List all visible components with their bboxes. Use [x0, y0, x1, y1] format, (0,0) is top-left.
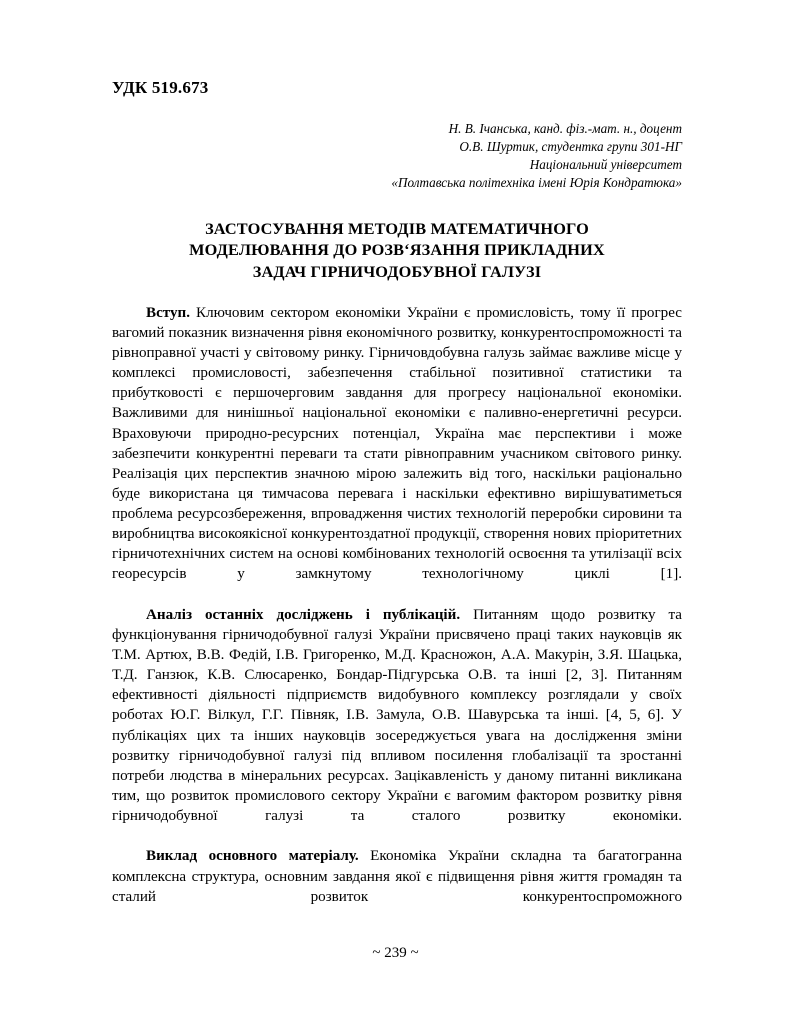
section-body-text: Економіка України складна та багатогранна комплексна структура, основним завдання якої є підвищення рівня життя громадян та сталий розвиток конкурентоспроможного [112, 848, 683, 905]
page-content [112, 78, 682, 927]
affiliation-line-2: «Полтавська політехніка імені Юрія Кондратюка» [391, 174, 682, 190]
section-paragraph [112, 846, 682, 927]
title-line-1: ЗАСТОСУВАННЯ МЕТОДІВ МАТЕМАТИЧНОГО [205, 218, 589, 238]
section-heading-lead: Вступ. [146, 304, 190, 321]
section-body-text: Ключовим сектором економіки України є промисловість, тому її прогрес вагомий показник визначення рівня економічного розвитку, конкурентоспроможності та рівноправної участі у світовому ринку. Гірничовдобувна галузь займає важливе місце у комплексі промисловості, забезпечення стабільної позитивної статистики та прибутковості є першочерговим завдання для прогресу національної економіки. Важливими для нинішньої національної економіки є паливно-енергетичні ресурси. Враховуючи природно-ресурсних потенціал, Україна має перспективи і може забезпечити конкурентні переваги та стати рівноправним учасником світового ринку. Реалізація цих перспектив значною мірою залежить від того, наскільки раціонально буде використана ця тимчасова перевага і наскільки ефективно вирішуватиметься проблема ресурсозбереження, впровадження чистих технологій переробки сировини та виробництва високоякісної конкурентоздатної продукції, створення нових пріоритетних гірничотехнічних систем на основі комбінованих технологій освоєння та утилізації всіх георесурсів у замкнутому технологічному циклі [1]. [112, 304, 682, 583]
page-number-footer: ~ 239 ~ [372, 945, 419, 961]
section-body-text: Питанням щодо розвитку та функціонування гірничодобувної галузі України присвячено праці таких науковців як Т.М. Артюх, В.В. Федій, І.В. Григоренко, М.Д. Красножон, А.А. Макурін, З.Я. Шацька, Т.Д. Ганзюк, К.В. Слюсаренко, Бондар-Підгурська О.В. та інші [2, 3]. Питанням ефективності діяльності підприємств видобувного комплексу розглядали у своїх роботах Ю.Г. Вілкул, Г.Г. Півняк, І.В. Замула, О.В. Шавурська та інші. [4, 5, 6]. У публікаціях цих та інших науковців зосереджується увага на дослідження зміни розвитку гірничодобувної галузі під впливом посилення глобалізації та зростанні потреби людства в мінеральних ресурсах. Зацікавленість у даному питанні викликана тим, що розвиток промислового сектору України є вагомим фактором розвитку рівня гірничодобувної галузі та сталого розвитку економіки. [112, 606, 682, 825]
author-line-1: Н. В. Ічанська, канд. фіз.-мат. н., доцент [448, 121, 682, 137]
section-heading-lead: Виклад основного матеріалу. [146, 848, 359, 865]
title-line-3: ЗАДАЧ ГІРНИЧОДОБУВНОЇ ГАЛУЗІ [252, 261, 542, 281]
author-line-2: О.В. Шуртик, студентка групи 301-НГ [459, 139, 682, 155]
affiliation-line-1: Національний університет [529, 157, 682, 173]
section-heading-lead: Аналіз останніх досліджень і публікацій. [146, 606, 461, 623]
section-paragraph [112, 605, 682, 847]
udc-code: УДК 519.673 [112, 78, 209, 97]
section-paragraph [112, 303, 682, 605]
title-line-2: МОДЕЛЮВАННЯ ДО РОЗВ‘ЯЗАННЯ ПРИКЛАДНИХ [189, 240, 605, 260]
author-affiliation-block [112, 120, 682, 191]
page-title [112, 218, 682, 283]
